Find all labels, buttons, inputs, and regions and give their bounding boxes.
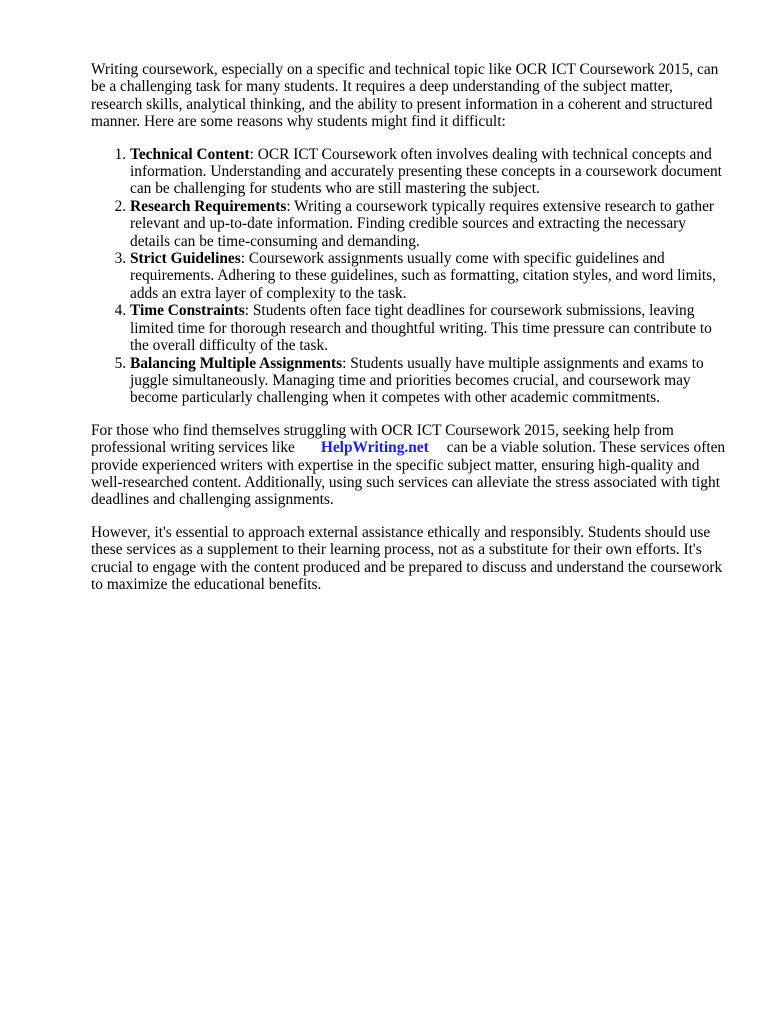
reason-term: Strict Guidelines	[130, 250, 241, 268]
reasons-list	[91, 146, 727, 407]
list-item	[130, 146, 727, 198]
reason-text: Students often face tight deadlines for coursework submissions, leaving limited time for thorough research and thoughtful writing. This time pressure can contribute to the overall difficulty of the task.	[130, 302, 712, 355]
reason-term: Time Constraints	[130, 302, 245, 320]
reason-text: Coursework assignments usually come with specific guidelines and requirements. Adhering to these guidelines, such as formatting, citation styles, and word limits, adds an extra layer of complexity to the task.	[130, 250, 717, 302]
reason-term: Research Requirements	[130, 197, 287, 215]
document-body	[91, 61, 727, 608]
closing-paragraph: However, it's essential to approach external assistance ethically and responsibly. Students should use these services as a supplement to their learning process, not as a substitute for their own efforts. It's crucial to engage with the content produced and be prepared to discuss and understand the coursework to maximize the educational benefits.	[91, 523, 723, 593]
help-paragraph	[91, 422, 727, 509]
reason-term: Balancing Multiple Assignments	[130, 354, 343, 372]
reason-text: Students usually have multiple assignments and exams to juggle simultaneously. Managing time and priorities becomes crucial, and coursework may become particularly challenging when it competes with other academic commitments.	[130, 354, 704, 407]
intro-paragraph: Writing coursework, especially on a specific and technical topic like OCR ICT Coursework 2015, can be a challenging task for many students. It requires a deep understanding of the subject matter, research skills, analytical thinking, and the ability to present information in a coherent and structured manner. Here are some reasons why students might find it difficult:	[91, 61, 719, 131]
reason-separator: :	[240, 250, 246, 268]
helpwriting-link[interactable]: HelpWriting.net	[320, 439, 429, 457]
reason-separator: :	[244, 302, 250, 320]
reason-separator: :	[342, 354, 347, 372]
list-item	[130, 355, 727, 407]
list-item	[130, 198, 727, 250]
reason-text: Writing a coursework typically requires extensive research to gather relevant and up-to-date information. Finding credible sources and extracting the necessary details can be time-consuming and demanding.	[130, 197, 715, 250]
reason-separator: :	[286, 197, 291, 215]
reason-text: OCR ICT Coursework often involves dealing with technical concepts and information. Understanding and accurately presenting these concepts in a coursework document can be challenging for students who are still mastering the subject.	[130, 145, 722, 198]
reason-separator: :	[249, 145, 254, 163]
reason-term: Technical Content	[130, 145, 250, 163]
list-item	[130, 250, 727, 302]
help-text-after: can be a viable solution. These services often provide experienced writers with expertise in the specific subject matter, ensuring high-quality and well-researched content. Additionally, using such services can alleviate the stress associated with tight deadlines and challenging assignments.	[91, 439, 726, 509]
help-text-before: For those who find themselves struggling with OCR ICT Coursework 2015, seeking help from professional writing services like	[91, 421, 674, 457]
list-item	[130, 302, 727, 354]
